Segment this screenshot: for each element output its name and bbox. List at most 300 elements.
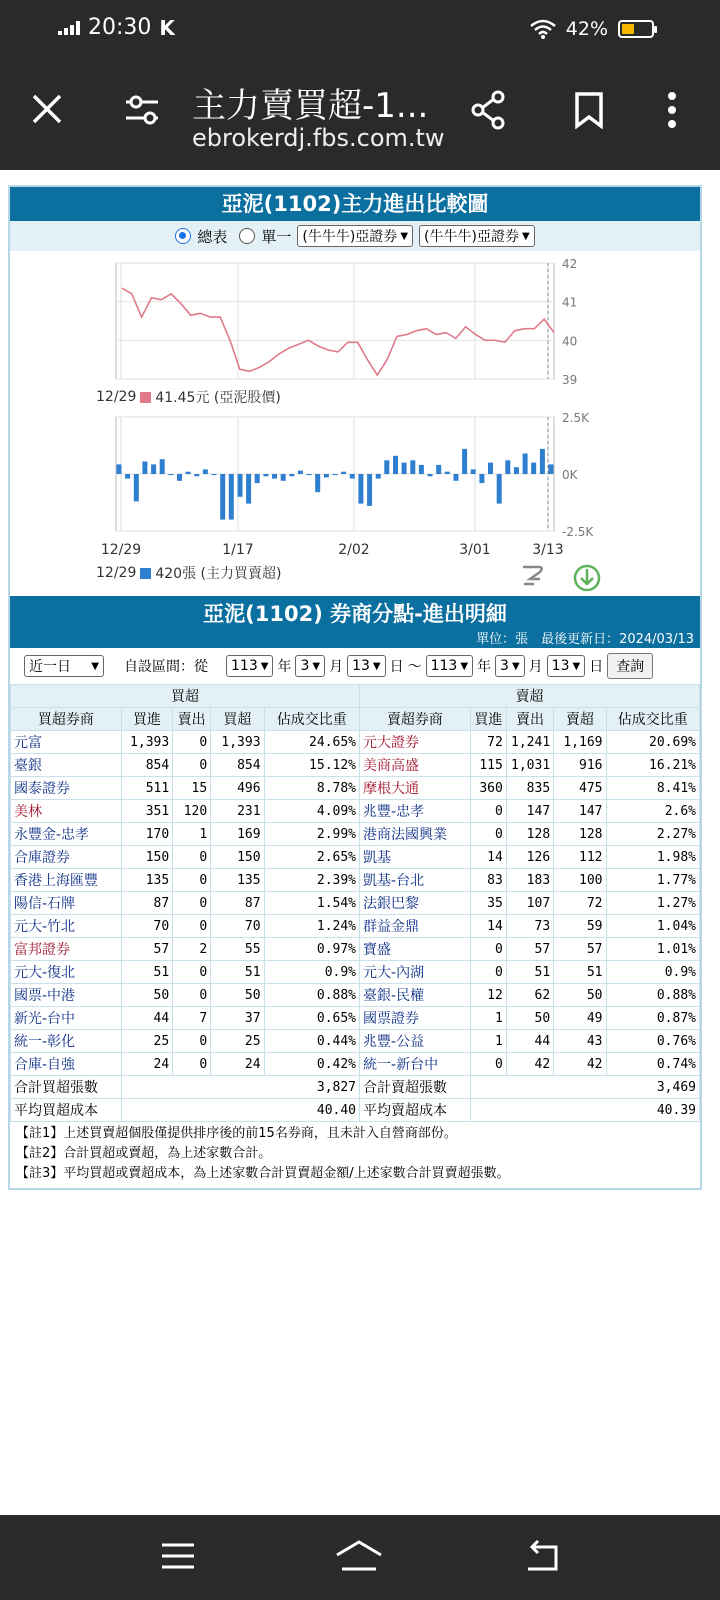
- buy-out-value: 0: [173, 1030, 211, 1053]
- buy-broker-link[interactable]: 永豐金-忠孝: [11, 823, 122, 846]
- price-tick-label: 39: [562, 373, 578, 387]
- volume-bar: [341, 472, 346, 474]
- col-sell-out: 賣出: [506, 708, 553, 731]
- buy-in-value: 57: [121, 938, 172, 961]
- buy-ratio-value: 15.12%: [264, 754, 359, 777]
- buy-out-value: 0: [173, 846, 211, 869]
- sum-sell-value: 3,469: [470, 1076, 699, 1099]
- sell-out-value: 44: [506, 1030, 553, 1053]
- buy-broker-link[interactable]: 國泰證券: [11, 777, 122, 800]
- buy-ratio-value: 0.65%: [264, 1007, 359, 1030]
- volume-bar: [151, 464, 156, 474]
- x-tick-label: 1/17: [222, 542, 254, 558]
- volume-bar: [462, 449, 467, 474]
- to-day-select[interactable]: 13 ▼: [547, 655, 586, 677]
- price-tick-label: 40: [562, 334, 578, 349]
- navigation-bar: [0, 1515, 720, 1600]
- from-day-select[interactable]: 13 ▼: [347, 655, 386, 677]
- buy-broker-link[interactable]: 合庫證券: [11, 846, 122, 869]
- buy-in-value: 44: [121, 1007, 172, 1030]
- sell-broker-link[interactable]: 臺銀-民權: [360, 984, 471, 1007]
- status-bar: [0, 0, 720, 58]
- table-row: [11, 938, 700, 961]
- sell-net-value: 72: [554, 892, 606, 915]
- volume-bar: [445, 472, 450, 474]
- col-buy-out: 賣出: [173, 708, 211, 731]
- radio-single[interactable]: [239, 228, 255, 244]
- sell-out-value: 147: [506, 800, 553, 823]
- sell-in-value: 0: [470, 1053, 506, 1076]
- x-tick-label: 12/29: [100, 542, 142, 558]
- sell-net-value: 43: [554, 1030, 606, 1053]
- buy-out-value: 1: [173, 823, 211, 846]
- buy-in-value: 135: [121, 869, 172, 892]
- signal-icon: [58, 21, 80, 35]
- volume-bar: [350, 474, 355, 479]
- price-tick-label: 41: [562, 295, 578, 310]
- col-buy-in: 買進: [121, 708, 172, 731]
- chevron-down-icon: ▼: [400, 230, 409, 242]
- volume-bar: [117, 464, 122, 474]
- buy-broker-link[interactable]: 合庫-自強: [11, 1053, 122, 1076]
- volume-bar: [298, 471, 303, 474]
- buy-ratio-value: 24.65%: [264, 731, 359, 754]
- sell-ratio-value: 2.27%: [606, 823, 700, 846]
- radio-total[interactable]: [175, 228, 191, 244]
- volume-bar: [255, 474, 260, 483]
- table-row: [11, 892, 700, 915]
- to-year-select[interactable]: 113 ▼: [426, 655, 473, 677]
- buy-net-value: 50: [211, 984, 264, 1007]
- note-2: 【註2】合計買超或賣超，為上述家數合計。: [16, 1146, 272, 1161]
- more-icon[interactable]: [666, 90, 678, 130]
- broker-select-1[interactable]: (牛牛牛)亞證券 ▼: [297, 225, 413, 247]
- col-sell-broker: 賣超券商: [360, 708, 471, 731]
- buy-broker-link[interactable]: 國票-中港: [11, 984, 122, 1007]
- radio-total-label: 總表: [197, 227, 228, 246]
- volume-bar: [203, 469, 208, 474]
- avg-sell-value: 40.39: [470, 1099, 699, 1122]
- volume-bar: [497, 474, 502, 504]
- volume-bar: [454, 474, 459, 481]
- notes: [10, 1122, 700, 1188]
- battery-icon: [618, 20, 654, 38]
- buy-ratio-value: 1.54%: [264, 892, 359, 915]
- day-label: 日: [589, 659, 604, 675]
- sell-broker-link[interactable]: 寶盛: [360, 938, 471, 961]
- volume-bar: [488, 463, 493, 474]
- buy-broker-link[interactable]: 臺銀: [11, 754, 122, 777]
- year-label: 年: [477, 659, 492, 675]
- download-icon[interactable]: [572, 563, 602, 593]
- buy-ratio-value: 0.42%: [264, 1053, 359, 1076]
- period-select[interactable]: 近一日 ▼: [24, 655, 104, 677]
- bookmark-icon[interactable]: [574, 91, 604, 129]
- sell-ratio-value: 0.76%: [606, 1030, 700, 1053]
- buy-out-value: 15: [173, 777, 211, 800]
- table-row: [11, 961, 700, 984]
- buy-out-value: 0: [173, 1053, 211, 1076]
- back-icon[interactable]: [524, 1539, 560, 1573]
- volume-bar: [358, 474, 363, 504]
- detail-title: 亞泥(1102) 券商分點-進出明細: [203, 602, 507, 626]
- volume-bar: [514, 467, 519, 474]
- x-tick-label: 3/13: [532, 542, 564, 558]
- volume-bar: [505, 460, 510, 474]
- sell-net-value: 147: [554, 800, 606, 823]
- buy-ratio-value: 0.97%: [264, 938, 359, 961]
- table-row: [11, 869, 700, 892]
- chevron-down-icon: ▼: [460, 660, 469, 672]
- sell-ratio-value: 2.6%: [606, 800, 700, 823]
- sell-broker-link[interactable]: 國票證券: [360, 1007, 471, 1030]
- broker-select-2[interactable]: (牛牛牛)亞證券 ▼: [419, 225, 535, 247]
- chart-title: 亞泥(1102)主力進出比較圖: [10, 187, 700, 221]
- buy-broker-link[interactable]: 富邦證券: [11, 938, 122, 961]
- table-row: [11, 823, 700, 846]
- total-row: [11, 1076, 700, 1099]
- buy-in-value: 70: [121, 915, 172, 938]
- buy-net-value: 1,393: [211, 731, 264, 754]
- sell-out-value: 1,241: [506, 731, 553, 754]
- sell-out-value: 73: [506, 915, 553, 938]
- avg-cost-row: [11, 1099, 700, 1122]
- detail-header: [10, 596, 700, 648]
- volume-bar: [281, 474, 286, 481]
- status-time: 20:30: [88, 15, 152, 40]
- sell-net-value: 51: [554, 961, 606, 984]
- day-label: 日: [389, 659, 404, 675]
- month-label: 月: [329, 659, 344, 675]
- chevron-down-icon: ▼: [372, 660, 381, 672]
- buy-out-value: 0: [173, 731, 211, 754]
- volume-bar: [402, 463, 407, 474]
- buy-broker-link[interactable]: 香港上海匯豐: [11, 869, 122, 892]
- sell-broker-link[interactable]: 兆豐-忠孝: [360, 800, 471, 823]
- volume-bar: [289, 474, 294, 476]
- volume-bar: [212, 474, 217, 475]
- buy-net-value: 37: [211, 1007, 264, 1030]
- table-row: [11, 984, 700, 1007]
- sell-in-value: 360: [470, 777, 506, 800]
- buy-out-value: 0: [173, 869, 211, 892]
- web-content: [0, 170, 720, 1515]
- sell-broker-link[interactable]: 美商高盛: [360, 754, 471, 777]
- sell-out-value: 57: [506, 938, 553, 961]
- volume-bar: [393, 456, 398, 474]
- volume-bar: [540, 449, 545, 474]
- sell-ratio-value: 1.27%: [606, 892, 700, 915]
- volume-bar: [531, 463, 536, 474]
- volume-tick-label: -2.5K: [562, 525, 594, 539]
- sell-broker-link[interactable]: 兆豐-公益: [360, 1030, 471, 1053]
- chevron-down-icon: ▼: [511, 660, 520, 672]
- buy-net-value: 70: [211, 915, 264, 938]
- sell-broker-link[interactable]: 群益金鼎: [360, 915, 471, 938]
- table-row: [11, 915, 700, 938]
- sell-out-value: 62: [506, 984, 553, 1007]
- volume-bar: [523, 454, 528, 475]
- buy-out-value: 0: [173, 915, 211, 938]
- buy-net-value: 854: [211, 754, 264, 777]
- zoom-icon[interactable]: [520, 563, 546, 587]
- sell-in-value: 0: [470, 961, 506, 984]
- sum-sell-label: 合計賣超張數: [360, 1076, 471, 1099]
- month-label: 月: [528, 659, 543, 675]
- sell-net-value: 1,169: [554, 731, 606, 754]
- sell-out-value: 183: [506, 869, 553, 892]
- chevron-down-icon: ▼: [260, 660, 269, 672]
- volume-bar: [263, 474, 268, 476]
- volume-bar: [177, 474, 182, 481]
- sell-net-value: 475: [554, 777, 606, 800]
- volume-bar: [428, 474, 433, 476]
- col-sell-net: 賣超: [554, 708, 606, 731]
- share-icon[interactable]: [470, 90, 506, 130]
- table-row: [11, 754, 700, 777]
- buy-broker-link[interactable]: 新光-台中: [11, 1007, 122, 1030]
- volume-bar: [436, 465, 441, 474]
- price-plot-area: [116, 263, 554, 379]
- table-row: [11, 731, 700, 754]
- buy-in-value: 1,393: [121, 731, 172, 754]
- avg-buy-value: 40.40: [121, 1099, 359, 1122]
- sell-in-value: 35: [470, 892, 506, 915]
- price-volume-chart: [10, 251, 700, 596]
- sell-broker-link[interactable]: 摩根大通: [360, 777, 471, 800]
- table-row: [11, 777, 700, 800]
- volume-bar: [194, 474, 199, 476]
- col-buy-ratio: 佔成交比重: [264, 708, 359, 731]
- volume-bar: [272, 474, 277, 479]
- buy-broker-link[interactable]: 元富: [11, 731, 122, 754]
- volume-bar: [307, 474, 312, 475]
- from-year-select[interactable]: 113 ▼: [226, 655, 273, 677]
- sell-out-value: 51: [506, 961, 553, 984]
- col-buy-broker: 買超券商: [11, 708, 122, 731]
- buy-in-value: 24: [121, 1053, 172, 1076]
- volume-bar: [471, 469, 476, 474]
- close-icon[interactable]: [30, 92, 64, 126]
- from-month-select[interactable]: 3 ▼: [295, 655, 325, 677]
- buy-broker-link[interactable]: 統一-彰化: [11, 1030, 122, 1053]
- volume-bar: [246, 474, 251, 504]
- buy-ratio-value: 0.9%: [264, 961, 359, 984]
- date-filter: [10, 648, 700, 684]
- sell-net-value: 112: [554, 846, 606, 869]
- sum-buy-label: 合計買超張數: [11, 1076, 122, 1099]
- sell-broker-link[interactable]: 凱基: [360, 846, 471, 869]
- sell-in-value: 0: [470, 938, 506, 961]
- sell-out-value: 128: [506, 823, 553, 846]
- buy-ratio-value: 1.24%: [264, 915, 359, 938]
- buy-broker-link[interactable]: 元大-復北: [11, 961, 122, 984]
- col-buy-net: 買超: [211, 708, 264, 731]
- menu-icon[interactable]: [160, 1541, 196, 1571]
- to-month-select[interactable]: 3 ▼: [495, 655, 525, 677]
- page-title: 主力賣買超-1...: [192, 86, 429, 126]
- sell-in-value: 0: [470, 800, 506, 823]
- volume-bar: [125, 474, 130, 479]
- sell-in-value: 12: [470, 984, 506, 1007]
- volume-bar: [134, 474, 139, 501]
- sell-out-value: 42: [506, 1053, 553, 1076]
- browser-chrome: [0, 0, 720, 170]
- buy-out-value: 0: [173, 961, 211, 984]
- query-button[interactable]: 查詢: [607, 653, 653, 679]
- sell-ratio-value: 1.04%: [606, 915, 700, 938]
- buy-broker-link[interactable]: 元大-竹北: [11, 915, 122, 938]
- sell-out-value: 835: [506, 777, 553, 800]
- sell-broker-link[interactable]: 統一-新台中: [360, 1053, 471, 1076]
- volume-tick-label: 0K: [562, 468, 578, 482]
- volume-bar: [324, 474, 329, 477]
- buy-net-value: 496: [211, 777, 264, 800]
- buy-in-value: 170: [121, 823, 172, 846]
- sell-section-header: 賣超: [360, 685, 700, 708]
- table-row: [11, 1007, 700, 1030]
- sell-broker-link[interactable]: 元大證券: [360, 731, 471, 754]
- chevron-down-icon: ▼: [572, 660, 581, 672]
- buy-out-value: 0: [173, 984, 211, 1007]
- buy-in-value: 351: [121, 800, 172, 823]
- price-swatch: [140, 392, 151, 403]
- chevron-down-icon: ▼: [521, 230, 530, 242]
- buy-in-value: 50: [121, 984, 172, 1007]
- wifi-icon: [530, 19, 556, 39]
- buy-section-header: 買超: [11, 685, 360, 708]
- price-legend: 12/29 41.45元 (亞泥股價): [96, 389, 281, 406]
- sell-net-value: 59: [554, 915, 606, 938]
- volume-bar: [367, 474, 372, 506]
- status-carrier-mark: K: [159, 15, 175, 40]
- sell-broker-link[interactable]: 法銀巴黎: [360, 892, 471, 915]
- buy-broker-link[interactable]: 美林: [11, 800, 122, 823]
- buy-in-value: 150: [121, 846, 172, 869]
- buy-ratio-value: 0.44%: [264, 1030, 359, 1053]
- buy-ratio-value: 4.09%: [264, 800, 359, 823]
- radio-single-label: 單一: [261, 227, 292, 246]
- buy-net-value: 169: [211, 823, 264, 846]
- x-tick-label: 3/01: [459, 542, 491, 558]
- avg-sell-label: 平均賣超成本: [360, 1099, 471, 1122]
- buy-broker-link[interactable]: 陽信-石牌: [11, 892, 122, 915]
- year-label: 年: [277, 659, 292, 675]
- chart-area: [10, 251, 700, 596]
- volume-legend: 12/29 420張 (主力買賣超): [96, 565, 282, 582]
- note-3: 【註3】平均買超或賣超成本，為上述家數合計買賣超金額/上述家數合計買賣超張數。: [16, 1166, 510, 1181]
- buy-out-value: 0: [173, 754, 211, 777]
- buy-ratio-value: 2.65%: [264, 846, 359, 869]
- sell-net-value: 128: [554, 823, 606, 846]
- volume-bar: [479, 474, 484, 483]
- chevron-down-icon: ▼: [91, 660, 99, 672]
- sum-buy-value: 3,827: [121, 1076, 359, 1099]
- volume-swatch: [140, 568, 151, 579]
- volume-bar: [160, 459, 165, 474]
- sell-in-value: 1: [470, 1007, 506, 1030]
- volume-bar: [220, 474, 225, 520]
- col-sell-in: 買進: [470, 708, 506, 731]
- buy-out-value: 2: [173, 938, 211, 961]
- volume-bar: [168, 474, 173, 475]
- sell-ratio-value: 1.01%: [606, 938, 700, 961]
- buy-out-value: 0: [173, 892, 211, 915]
- volume-bar: [229, 474, 234, 520]
- buy-net-value: 135: [211, 869, 264, 892]
- volume-tick-label: 2.5K: [562, 411, 589, 425]
- sell-in-value: 0: [470, 823, 506, 846]
- buy-in-value: 51: [121, 961, 172, 984]
- sell-ratio-value: 0.87%: [606, 1007, 700, 1030]
- stock-panel: [8, 185, 702, 1190]
- buy-in-value: 25: [121, 1030, 172, 1053]
- sell-in-value: 1: [470, 1030, 506, 1053]
- buy-in-value: 854: [121, 754, 172, 777]
- price-tick-label: 42: [562, 257, 578, 271]
- volume-bar: [384, 460, 389, 474]
- buy-net-value: 87: [211, 892, 264, 915]
- sell-out-value: 126: [506, 846, 553, 869]
- tune-icon[interactable]: [124, 94, 160, 126]
- sell-out-value: 107: [506, 892, 553, 915]
- volume-bar: [315, 474, 320, 492]
- volume-bar: [376, 474, 381, 479]
- volume-bar: [333, 474, 338, 475]
- custom-range-label: 自設區間：從: [124, 659, 208, 675]
- table-row: [11, 1030, 700, 1053]
- x-tick-label: 2/02: [338, 542, 370, 558]
- sell-net-value: 42: [554, 1053, 606, 1076]
- sell-net-value: 57: [554, 938, 606, 961]
- sell-in-value: 72: [470, 731, 506, 754]
- table-row: [11, 800, 700, 823]
- volume-bar: [186, 472, 191, 474]
- volume-bar: [142, 462, 147, 475]
- sell-net-value: 49: [554, 1007, 606, 1030]
- buy-out-value: 120: [173, 800, 211, 823]
- sell-broker-link[interactable]: 凱基-台北: [360, 869, 471, 892]
- browser-toolbar: [0, 60, 720, 170]
- home-icon[interactable]: [334, 1539, 384, 1573]
- buy-ratio-value: 2.99%: [264, 823, 359, 846]
- buy-in-value: 87: [121, 892, 172, 915]
- range-tilde: ～: [407, 659, 422, 675]
- sell-out-value: 1,031: [506, 754, 553, 777]
- volume-bar: [419, 465, 424, 474]
- sell-broker-link[interactable]: 元大-內湖: [360, 961, 471, 984]
- sell-ratio-value: 0.9%: [606, 961, 700, 984]
- sell-in-value: 115: [470, 754, 506, 777]
- buy-net-value: 55: [211, 938, 264, 961]
- sell-ratio-value: 16.21%: [606, 754, 700, 777]
- sell-ratio-value: 1.77%: [606, 869, 700, 892]
- battery-percent: 42%: [565, 18, 608, 40]
- sell-broker-link[interactable]: 港商法國興業: [360, 823, 471, 846]
- buy-ratio-value: 8.78%: [264, 777, 359, 800]
- table-row: [11, 1053, 700, 1076]
- column-headers: [11, 708, 700, 731]
- page-url[interactable]: ebrokerdj.fbs.com.tw: [192, 124, 445, 152]
- volume-bar: [549, 464, 554, 474]
- volume-bar: [410, 460, 415, 474]
- buy-net-value: 25: [211, 1030, 264, 1053]
- chevron-down-icon: ▼: [312, 660, 321, 672]
- buy-net-value: 231: [211, 800, 264, 823]
- sell-in-value: 14: [470, 846, 506, 869]
- avg-buy-label: 平均買超成本: [11, 1099, 122, 1122]
- sell-ratio-value: 20.69%: [606, 731, 700, 754]
